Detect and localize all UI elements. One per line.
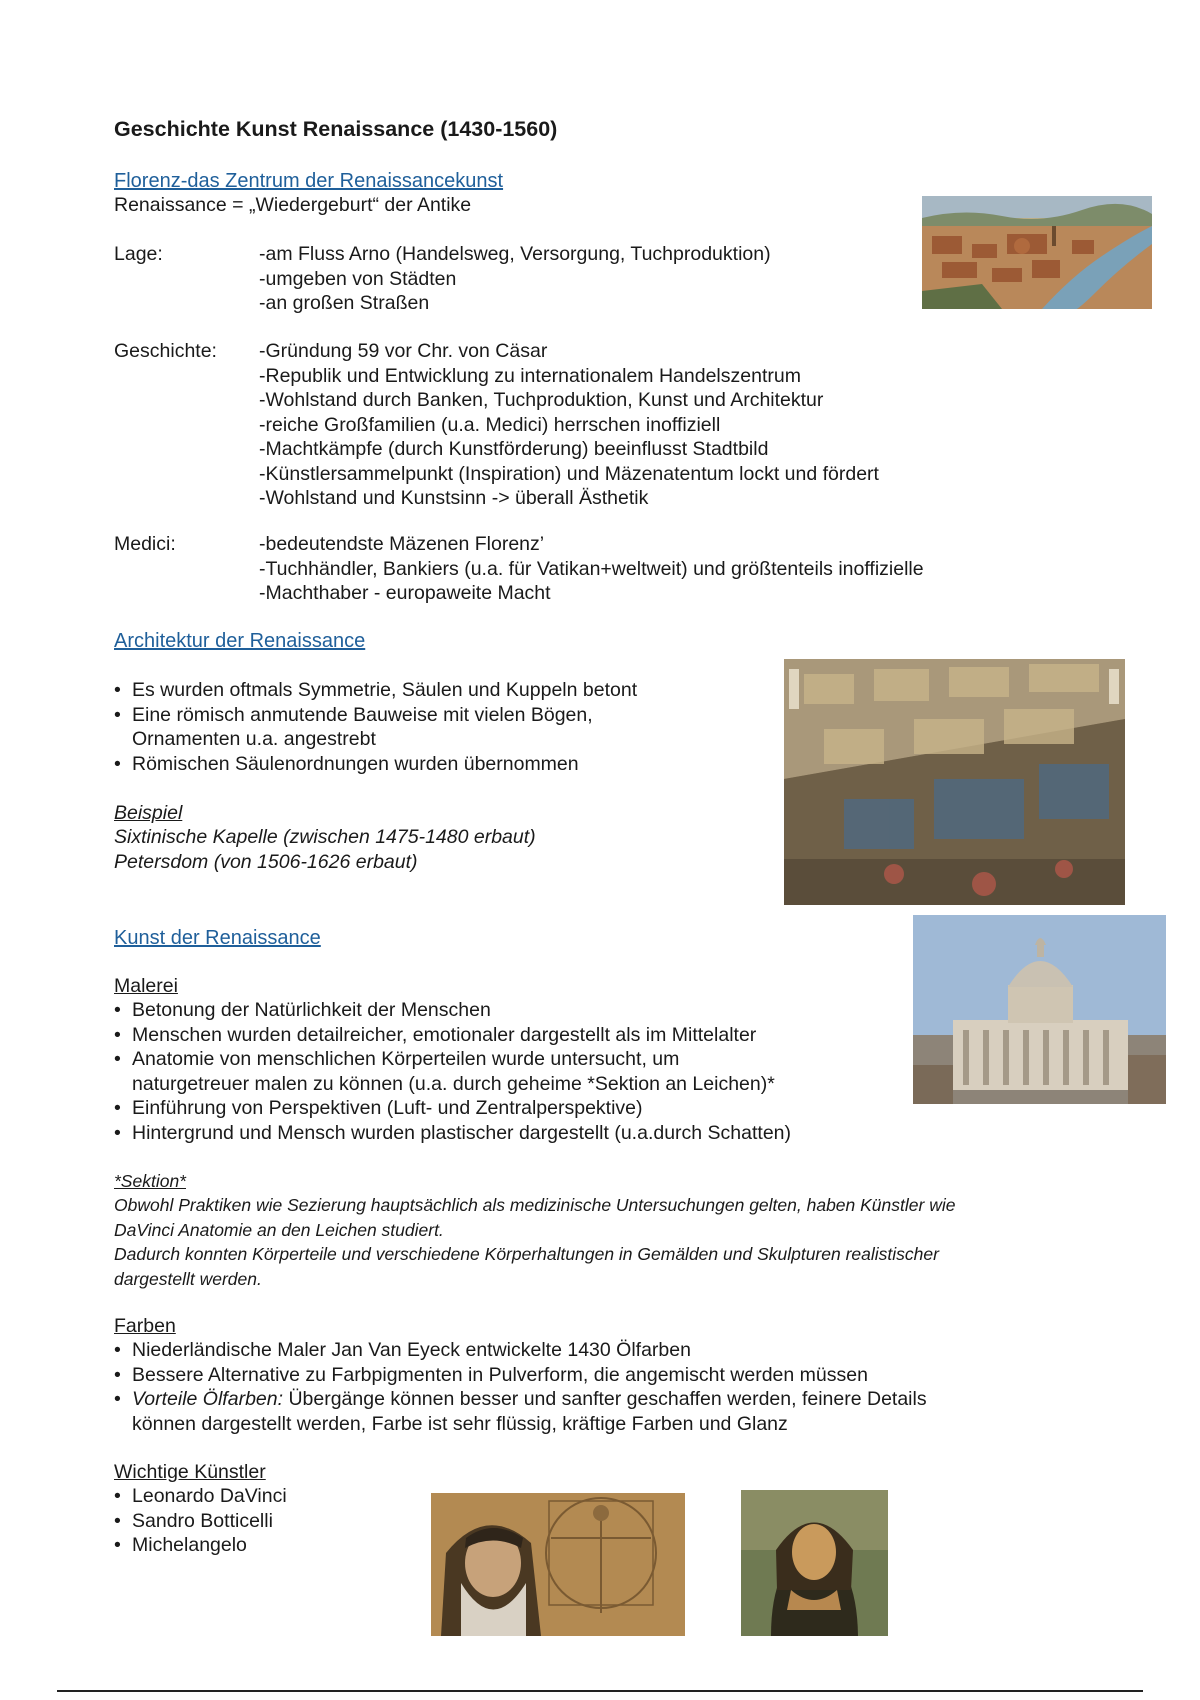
kuenstler-item: • Sandro Botticelli xyxy=(114,1509,414,1534)
farben-item: • Niederländische Maler Jan Van Eyeck entwickelte 1430 Ölfarben xyxy=(114,1338,1074,1363)
kuenstler-item: • Leonardo DaVinci xyxy=(114,1484,414,1509)
intro-text: Renaissance = „Wiedergeburt“ der Antike xyxy=(114,194,472,216)
sektion-text xyxy=(114,1193,955,1291)
malerei-item: • Einführung von Perspektiven (Luft- und Zentralperspektive) xyxy=(114,1096,914,1121)
label-lage: Lage: xyxy=(114,243,163,265)
footer-divider xyxy=(57,1690,1143,1692)
architektur-item: • Eine römisch anmutende Bauweise mit vielen Bögen, Ornamenten u.a. angestrebt xyxy=(114,703,734,752)
geschichte-list xyxy=(259,339,879,511)
beispiel-label: Beispiel xyxy=(114,802,183,824)
lage-list xyxy=(259,242,771,316)
label-geschichte: Geschichte: xyxy=(114,340,217,362)
malerei-item: • Betonung der Natürlichkeit der Menschen xyxy=(114,998,914,1023)
sektion-line: Dadurch konnten Körperteile und verschiedene Körperhaltungen in Gemälden und Skulpturen realistischer xyxy=(114,1244,939,1264)
geschichte-item: -Machtkämpfe (durch Kunstförderung) beeinflusst Stadtbild xyxy=(259,438,769,460)
beispiel-item: Sixtinische Kapelle (zwischen 1475-1480 erbaut) xyxy=(114,826,536,848)
architektur-item: • Römischen Säulenordnungen wurden übernommen xyxy=(114,752,734,777)
lage-item: -umgeben von Städten xyxy=(259,267,457,290)
sistine-chapel-image xyxy=(784,659,1125,905)
kuenstler-label: Wichtige Künstler xyxy=(114,1461,266,1483)
medici-list xyxy=(259,532,924,606)
farben-list xyxy=(114,1338,1074,1436)
architektur-item: • Es wurden oftmals Symmetrie, Säulen und Kuppeln betont xyxy=(114,678,734,703)
lage-item: -an großen Straßen xyxy=(259,292,430,314)
medici-item: -bedeutendste Mäzenen Florenz’ xyxy=(259,533,545,555)
kuenstler-item: • Michelangelo xyxy=(114,1533,414,1558)
page-title: Geschichte Kunst Renaissance (1430-1560) xyxy=(114,117,558,141)
heading-kunst[interactable]: Kunst der Renaissance xyxy=(114,927,321,949)
heading-florenz[interactable]: Florenz-das Zentrum der Renaissancekunst xyxy=(114,170,504,192)
sektion-line: DaVinci Anatomie an den Leichen studiert. xyxy=(114,1219,444,1240)
geschichte-item: -Republik und Entwicklung zu internationalem Handelszentrum xyxy=(259,364,801,387)
mona-lisa-image xyxy=(741,1490,888,1636)
sektion-line: dargestellt werden. xyxy=(114,1268,262,1289)
geschichte-item: -Wohlstand durch Banken, Tuchproduktion, Kunst und Architektur xyxy=(259,389,824,411)
geschichte-item: -Künstlersammelpunkt (Inspiration) und Mäzenatentum lockt und fördert xyxy=(259,462,879,485)
beispiel-list xyxy=(114,825,536,874)
sektion-label: *Sektion* xyxy=(114,1171,186,1191)
medici-item: -Machthaber - europaweite Macht xyxy=(259,582,551,604)
malerei-item: • Hintergrund und Mensch wurden plastischer dargestellt (u.a.durch Schatten) xyxy=(114,1121,914,1146)
malerei-item: • Menschen wurden detailreicher, emotionaler dargestellt als im Mittelalter xyxy=(114,1023,914,1048)
malerei-list xyxy=(114,998,914,1145)
leonardo-image xyxy=(431,1493,685,1636)
farben-item: • Bessere Alternative zu Farbpigmenten in Pulverform, die angemischt werden müssen xyxy=(114,1363,1074,1388)
lage-item: -am Fluss Arno (Handelsweg, Versorgung, Tuchproduktion) xyxy=(259,243,771,265)
kuenstler-list xyxy=(114,1484,414,1558)
label-medici: Medici: xyxy=(114,533,176,555)
malerei-item: • Anatomie von menschlichen Körperteilen wurde untersucht, um naturgetreuer malen zu können (u.a. durch geheime *Sektion an Leichen)* xyxy=(114,1047,914,1096)
geschichte-item: -Wohlstand und Kunstsinn -> überall Ästhetik xyxy=(259,487,649,509)
malerei-label: Malerei xyxy=(114,975,178,997)
architektur-list xyxy=(114,678,734,776)
heading-architektur[interactable]: Architektur der Renaissance xyxy=(114,630,366,652)
florence-city-image xyxy=(922,196,1152,309)
geschichte-item: -reiche Großfamilien (u.a. Medici) herrschen inoffiziell xyxy=(259,413,721,436)
farben-label: Farben xyxy=(114,1315,176,1337)
medici-item: -Tuchhändler, Bankiers (u.a. für Vatikan+weltweit) und größtenteils inoffizielle xyxy=(259,557,924,580)
farben-item: • Vorteile Ölfarben: Übergänge können besser und sanfter geschaffen werden, feinere Details können dargestellt werden, Farbe ist sehr flüssig, kräftige Farben und Glanz xyxy=(114,1387,1074,1436)
petersdom-image xyxy=(913,915,1166,1104)
geschichte-item: -Gründung 59 vor Chr. von Cäsar xyxy=(259,340,548,362)
sektion-line: Obwohl Praktiken wie Sezierung hauptsächlich als medizinische Untersuchungen gelten, haben Künstler wie xyxy=(114,1195,956,1215)
beispiel-item: Petersdom (von 1506-1626 erbaut) xyxy=(114,850,418,873)
